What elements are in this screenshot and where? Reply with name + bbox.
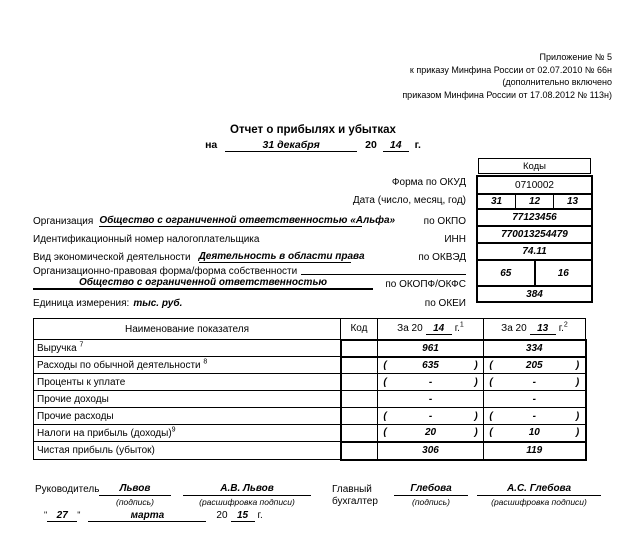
okud-label: Форма по ОКУД bbox=[391, 177, 466, 188]
codes-box-body bbox=[476, 175, 593, 303]
row-label: Налоги на прибыль (доходы)$^9$ bbox=[34, 425, 341, 442]
row-value-year1: ( 635 ) bbox=[378, 357, 484, 374]
period-year-2: 13 bbox=[530, 323, 556, 335]
director-label: Руководитель bbox=[35, 484, 100, 495]
okopf-okfs-code-row bbox=[478, 259, 591, 285]
year-suffix: г. bbox=[414, 139, 421, 151]
legal-form-fill-line bbox=[301, 274, 466, 275]
form-row-unit bbox=[33, 296, 466, 309]
period-year-1: 14 bbox=[426, 323, 452, 335]
period-footnote-2: 2 bbox=[563, 321, 568, 329]
table-row bbox=[34, 357, 586, 374]
organization-label: Организация bbox=[33, 216, 94, 227]
name-caption: (расшифровка подписи) bbox=[491, 497, 587, 507]
table-row bbox=[34, 425, 586, 442]
row-value-year2: ( 10 ) bbox=[484, 425, 586, 442]
table-row bbox=[34, 442, 586, 460]
row-label: Расходы по обычной деятельности $^8$ bbox=[34, 357, 341, 374]
open-quote: " bbox=[44, 510, 48, 520]
report-year-value: 14 bbox=[383, 139, 409, 152]
legal-form-label: Организационно-правовая форма/форма собственности bbox=[33, 266, 298, 277]
row-code bbox=[341, 408, 378, 425]
row-value-year2: ( - ) bbox=[484, 408, 586, 425]
col-header-code: Код bbox=[341, 319, 378, 340]
unit-value: тыс. руб. bbox=[133, 298, 183, 309]
col-header-period-2 bbox=[484, 319, 586, 340]
row-value-year2: 334 bbox=[484, 340, 586, 357]
date-prefix: на bbox=[205, 139, 218, 151]
row-label: Проценты к уплате bbox=[34, 374, 341, 391]
row-value-year2: 119 bbox=[484, 442, 586, 460]
chief-accountant-label-line2: бухгалтер bbox=[332, 496, 378, 507]
unit-label: Единица измерения: bbox=[33, 298, 130, 309]
table-row bbox=[34, 391, 586, 408]
date-code-row bbox=[478, 193, 591, 208]
col-header-period-1 bbox=[378, 319, 484, 340]
footer-date-year: 15 bbox=[231, 510, 255, 522]
inn-label: ИНН bbox=[444, 234, 466, 245]
okved-code-value: 74.11 bbox=[478, 242, 591, 259]
row-label: Прочие доходы bbox=[34, 391, 341, 408]
footer-date-suffix: г. bbox=[257, 510, 263, 521]
okei-code-value: 384 bbox=[478, 285, 591, 301]
okpo-label: по ОКПО bbox=[423, 216, 466, 227]
accountant-signature: Глебова bbox=[394, 483, 468, 496]
form-row-legal-form-value bbox=[33, 276, 466, 290]
table-body bbox=[34, 340, 586, 460]
report-date-value: 31 декабря bbox=[225, 139, 357, 152]
name-caption: (расшифровка подписи) bbox=[199, 497, 295, 507]
okopf-code-value: 65 bbox=[500, 267, 512, 279]
activity-value: Деятельность в области права bbox=[198, 251, 365, 262]
row-value-year2: ( 205 ) bbox=[484, 357, 586, 374]
row-code bbox=[341, 374, 378, 391]
date-year-cell: 13 bbox=[553, 195, 591, 208]
year-prefix: 20 bbox=[365, 139, 377, 151]
director-signature-block bbox=[99, 483, 171, 507]
row-footnote: 9 bbox=[171, 426, 176, 434]
okei-label: по ОКЕИ bbox=[424, 298, 466, 309]
okved-label: по ОКВЭД bbox=[418, 252, 466, 263]
row-value-year1: 306 bbox=[378, 442, 484, 460]
organization-name-value: Общество с ограниченной ответственностью «Альфа» bbox=[99, 215, 396, 226]
title-block bbox=[33, 124, 593, 152]
row-footnote: 7 bbox=[79, 341, 84, 349]
date-month-cell: 12 bbox=[515, 195, 553, 208]
report-date-line bbox=[33, 139, 593, 152]
form-row-date bbox=[33, 195, 466, 206]
row-value-year1: ( - ) bbox=[378, 408, 484, 425]
form-row-organization bbox=[33, 212, 466, 227]
form-row-activity bbox=[33, 248, 466, 263]
activity-label: Вид экономической деятельности bbox=[33, 252, 191, 263]
table-row bbox=[34, 408, 586, 425]
director-signature: Львов bbox=[99, 483, 171, 496]
legal-form-value: Общество с ограниченной ответственностью bbox=[33, 277, 373, 290]
date-day-cell: 31 bbox=[490, 196, 503, 207]
row-code bbox=[341, 442, 378, 460]
page-title: Отчет о прибылях и убытках bbox=[230, 124, 396, 136]
footer-year-prefix: 20 bbox=[216, 510, 228, 521]
footer-date-line bbox=[44, 510, 263, 522]
regulation-note-line: к приказу Минфина России от 02.07.2010 № 66н bbox=[409, 64, 612, 75]
period-suffix: г. bbox=[558, 322, 564, 334]
indicators-table bbox=[33, 318, 587, 461]
chief-accountant-label bbox=[332, 484, 378, 508]
form-row-okud bbox=[33, 177, 466, 188]
row-label: Чистая прибыль (убыток) bbox=[34, 442, 341, 460]
codes-box-header: Коды bbox=[478, 158, 591, 174]
signature-caption: (подпись) bbox=[412, 497, 450, 507]
okopf-label: по ОКОПФ/ОКФС bbox=[385, 279, 466, 290]
period-prefix: За 20 bbox=[397, 322, 423, 334]
director-name: А.В. Львов bbox=[183, 483, 311, 496]
okfs-code-value: 16 bbox=[534, 261, 592, 285]
regulation-note bbox=[402, 51, 612, 101]
row-code bbox=[341, 340, 378, 357]
row-label: Прочие расходы bbox=[34, 408, 341, 425]
date-label: Дата (число, месяц, год) bbox=[352, 195, 466, 206]
close-quote: " bbox=[77, 510, 81, 520]
regulation-note-line: приказом Минфина России от 17.08.2012 № 113н) bbox=[402, 89, 612, 100]
row-code bbox=[341, 357, 378, 374]
signature-caption: (подпись) bbox=[116, 497, 154, 507]
period-footnote-1: 1 bbox=[459, 321, 464, 329]
footer-date-month: марта bbox=[88, 510, 206, 522]
table-row bbox=[34, 340, 586, 357]
row-value-year1: 961 bbox=[378, 340, 484, 357]
period-suffix: г. bbox=[454, 322, 460, 334]
row-label: Выручка $^7$ bbox=[34, 340, 341, 357]
row-footnote: 8 bbox=[203, 358, 208, 366]
codes-box bbox=[476, 158, 593, 303]
row-value-year2: - bbox=[484, 391, 586, 408]
inn-code-value: 770013254479 bbox=[478, 225, 591, 242]
form-header bbox=[33, 158, 593, 318]
row-value-year1: ( 20 ) bbox=[378, 425, 484, 442]
row-value-year1: - bbox=[378, 391, 484, 408]
regulation-note-line: Приложение № 5 bbox=[539, 52, 612, 62]
accountant-signature-block bbox=[394, 483, 468, 507]
period-prefix: За 20 bbox=[501, 322, 527, 334]
accountant-name: А.С. Глебова bbox=[477, 483, 601, 496]
director-name-block bbox=[183, 483, 311, 507]
footer-date-day: 27 bbox=[47, 510, 77, 522]
inn-line-label: Идентификационный номер налогоплательщика bbox=[33, 234, 260, 245]
regulation-note-line: (дополнительно включено bbox=[502, 77, 612, 88]
table-header-row bbox=[34, 319, 586, 340]
accountant-name-block bbox=[477, 483, 601, 507]
row-code bbox=[341, 425, 378, 442]
chief-accountant-label-line1: Главный bbox=[332, 484, 372, 495]
okud-code-value: 0710002 bbox=[515, 179, 554, 191]
table-row bbox=[34, 374, 586, 391]
form-row-inn bbox=[33, 232, 466, 245]
okpo-code-value: 77123456 bbox=[478, 208, 591, 225]
row-code bbox=[341, 391, 378, 408]
col-header-name: Наименование показателя bbox=[34, 319, 341, 340]
row-value-year2: ( - ) bbox=[484, 374, 586, 391]
row-value-year1: ( - ) bbox=[378, 374, 484, 391]
